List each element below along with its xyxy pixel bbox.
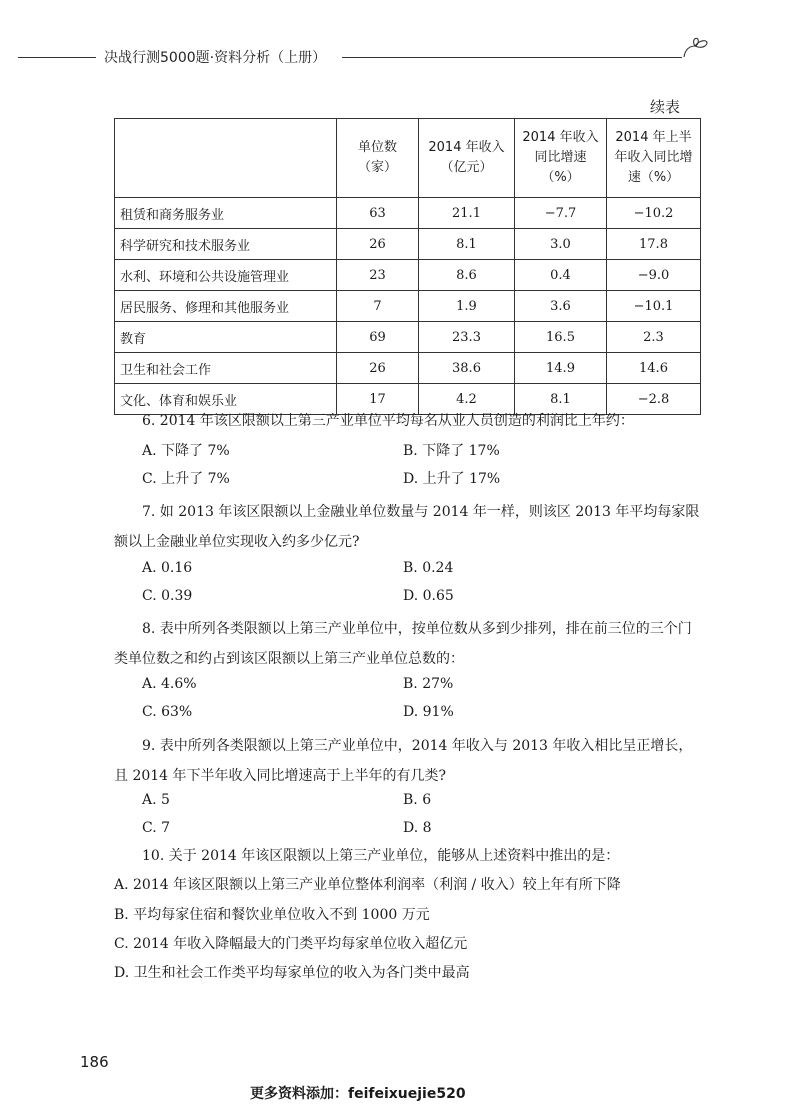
question-6-option-d: D. 上升了 17%: [403, 471, 501, 487]
column-header-units-label: 单位数（家）: [357, 140, 397, 175]
question-8-stem: 8. 表中所列各类限额以上第三产业单位中，按单位数从多到少排列，排在前三位的三个门类单位数之和约占到该区限额以上第三产业单位总数的：: [114, 621, 692, 667]
table-cell: 8.1: [515, 384, 607, 415]
table-cell: 63: [337, 198, 419, 229]
table-cell: 1.9: [419, 291, 515, 322]
question-9-option-b: B. 6: [403, 792, 432, 808]
table-row: [115, 260, 701, 291]
table-cell: 69: [337, 322, 419, 353]
table-cell-category: 教育: [115, 322, 337, 353]
question-7-option-a: A. 0.16: [142, 560, 193, 576]
table-cell: 26: [337, 229, 419, 260]
table-cell: 16.5: [515, 322, 607, 353]
question-8-option-b: B. 27%: [403, 676, 454, 692]
table-cell: 23: [337, 260, 419, 291]
table-cell: −7.7: [515, 198, 607, 229]
table-cell: −10.2: [607, 198, 701, 229]
question-9-option-c: C. 7: [142, 820, 171, 836]
question-9-option-a: A. 5: [142, 792, 170, 808]
table-cell: 3.6: [515, 291, 607, 322]
table-row: [115, 198, 701, 229]
table-cell: 17: [337, 384, 419, 415]
table-cell: 14.9: [515, 353, 607, 384]
table-cell-category: 居民服务、修理和其他服务业: [115, 291, 337, 322]
question-7-option-d: D. 0.65: [403, 588, 454, 604]
question-10-option-d: D. 卫生和社会工作类平均每家单位的收入为各门类中最高: [114, 965, 470, 981]
table-cell-category: 卫生和社会工作: [115, 353, 337, 384]
table-cell: −2.8: [607, 384, 701, 415]
column-header-revenue: [419, 119, 515, 198]
table-row: [115, 291, 701, 322]
question-6-option-a: A. 下降了 7%: [142, 443, 230, 459]
question-6-option-b: B. 下降了 17%: [403, 443, 500, 459]
question-6-option-c: C. 上升了 7%: [142, 471, 230, 487]
table-cell: 23.3: [419, 322, 515, 353]
table-cell: 38.6: [419, 353, 515, 384]
column-header-growth-label: 2014 年收入同比增速（%）: [522, 130, 599, 185]
table-row: [115, 384, 701, 415]
table-cell: 2.3: [607, 322, 701, 353]
sprout-icon: [680, 34, 714, 60]
question-10-option-c: C. 2014 年收入降幅最大的门类平均每家单位收入超亿元: [114, 936, 468, 952]
table-cell: −10.1: [607, 291, 701, 322]
table-row: [115, 322, 701, 353]
header-rule-right: [342, 57, 682, 58]
table-cell: 8.6: [419, 260, 515, 291]
column-header-units: [337, 119, 419, 198]
table-cell: 14.6: [607, 353, 701, 384]
footer-note: 更多资料添加：feifeixuejie520: [250, 1086, 466, 1102]
table-cell-category: 租赁和商务服务业: [115, 198, 337, 229]
table-cell-category: 科学研究和技术服务业: [115, 229, 337, 260]
column-header-category: [115, 119, 337, 198]
question-10-option-b: B. 平均每家住宿和餐饮业单位收入不到 1000 万元: [114, 907, 430, 923]
table-row: [115, 229, 701, 260]
table-cell: 3.0: [515, 229, 607, 260]
table-continued-label: 续表: [650, 98, 681, 116]
table-cell: −9.0: [607, 260, 701, 291]
table-cell: 7: [337, 291, 419, 322]
question-8-option-d: D. 91%: [403, 704, 454, 720]
header-rule-left: [18, 57, 96, 58]
running-header: 决战行测5000题·资料分析（上册）: [104, 50, 327, 66]
column-header-h1-growth: [607, 119, 701, 198]
question-7-option-b: B. 0.24: [403, 560, 454, 576]
question-7-option-c: C. 0.39: [142, 588, 193, 604]
page-number: 186: [80, 1053, 109, 1071]
table-header-row: [115, 119, 701, 198]
question-8-option-c: C. 63%: [142, 704, 193, 720]
table-row: [115, 353, 701, 384]
table-cell: 21.1: [419, 198, 515, 229]
question-8-option-a: A. 4.6%: [142, 676, 197, 692]
column-header-h1-growth-label: 2014 年上半年收入同比增速（%）: [614, 130, 693, 185]
question-10-stem: 10. 关于 2014 年该区限额以上第三产业单位，能够从上述资料中推出的是：: [142, 848, 620, 864]
question-9-option-d: D. 8: [403, 820, 432, 836]
table-cell-category: 文化、体育和娱乐业: [115, 384, 337, 415]
table-cell: 26: [337, 353, 419, 384]
data-table: [114, 118, 701, 415]
question-6-stem: 6. 2014 年该区限额以上第三产业单位平均每名从业人员创造的利润比上年约：: [142, 413, 634, 429]
question-9-stem: 9. 表中所列各类限额以上第三产业单位中，2014 年收入与 2013 年收入相比呈正增长，且 2014 年下半年收入同比增速高于上半年的有几类?: [114, 738, 693, 784]
column-header-growth: [515, 119, 607, 198]
table-cell: 8.1: [419, 229, 515, 260]
question-10-option-a: A. 2014 年该区限额以上第三产业单位整体利润率（利润 / 收入）较上年有所下降: [114, 877, 621, 893]
table-cell: 17.8: [607, 229, 701, 260]
table-cell-category: 水利、环境和公共设施管理业: [115, 260, 337, 291]
column-header-revenue-label: 2014 年收入（亿元）: [428, 140, 505, 175]
question-7-stem: 7. 如 2013 年该区限额以上金融业单位数量与 2014 年一样，则该区 2013 年平均每家限额以上金融业单位实现收入约多少亿元?: [114, 504, 700, 550]
table-cell: 4.2: [419, 384, 515, 415]
table-cell: 0.4: [515, 260, 607, 291]
